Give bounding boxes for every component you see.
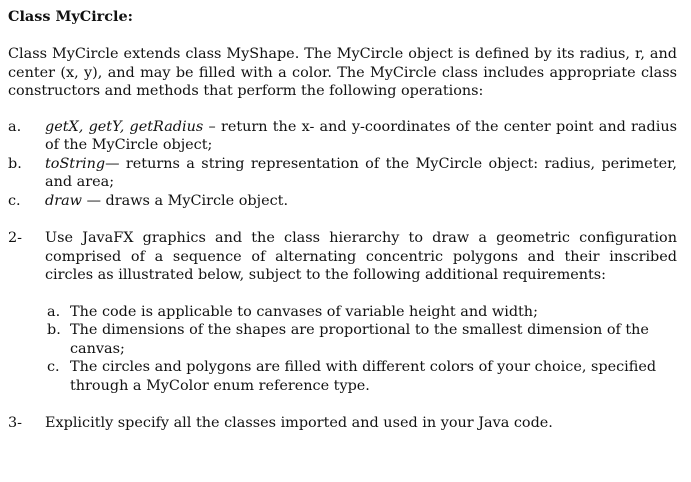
numbered-item-3 <box>8 414 677 433</box>
item-2-text: Use JavaFX graphics and the class hierarchy to draw a geometric configuration comprised of a sequence of alternating concentric polygons and their inscribed circles as illustrated below, subject to the following additional requirements: <box>45 230 677 283</box>
method-name: draw <box>45 192 82 209</box>
requirement-item <box>45 321 677 358</box>
requirement-item <box>45 358 677 395</box>
list-marker: c. <box>8 192 21 209</box>
requirement-item <box>45 303 677 322</box>
list-marker: 3- <box>8 415 23 431</box>
numbered-item-2 <box>8 229 677 285</box>
list-marker: 2- <box>8 230 23 246</box>
operation-text <box>45 118 677 155</box>
requirement-text: The code is applicable to canvases of variable height and width; <box>70 303 538 320</box>
item-3-text: Explicitly specify all the classes imported and used in your Java code. <box>45 415 553 431</box>
requirement-text: The dimensions of the shapes are proportional to the smallest dimension of the canvas; <box>70 322 649 357</box>
list-marker: a. <box>8 118 22 135</box>
requirements-list <box>45 303 677 396</box>
section-heading: Class MyCircle: <box>8 8 133 25</box>
operation-item <box>8 192 677 211</box>
operation-description: — returns a string representation of the MyCircle object: radius, perimeter, and area; <box>45 155 677 190</box>
operation-description: — draws a MyCircle object. <box>82 192 289 209</box>
operation-description: – return the x- and y-coordinates of the center point and radius of the MyCircle object; <box>45 118 677 153</box>
method-name: toString <box>45 155 106 172</box>
list-marker: a. <box>47 303 61 320</box>
operations-list <box>8 118 677 211</box>
requirement-text: The circles and polygons are filled with different colors of your choice, specified through a MyColor enum reference type. <box>70 359 657 394</box>
list-marker: c. <box>47 359 60 375</box>
list-marker: b. <box>8 155 22 172</box>
operation-text <box>45 155 677 192</box>
operation-item <box>8 155 677 192</box>
method-name: getX, getY, getRadius <box>45 118 204 135</box>
operation-text <box>45 192 677 211</box>
intro-paragraph: Class MyCircle extends class MyShape. The MyCircle object is defined by its radius, r, and center (x, y), and may be filled with a color. The MyCircle class includes appropriate class constructors and methods that perform the following operations: <box>8 46 677 99</box>
list-marker: b. <box>47 322 61 338</box>
operation-item <box>8 118 677 155</box>
